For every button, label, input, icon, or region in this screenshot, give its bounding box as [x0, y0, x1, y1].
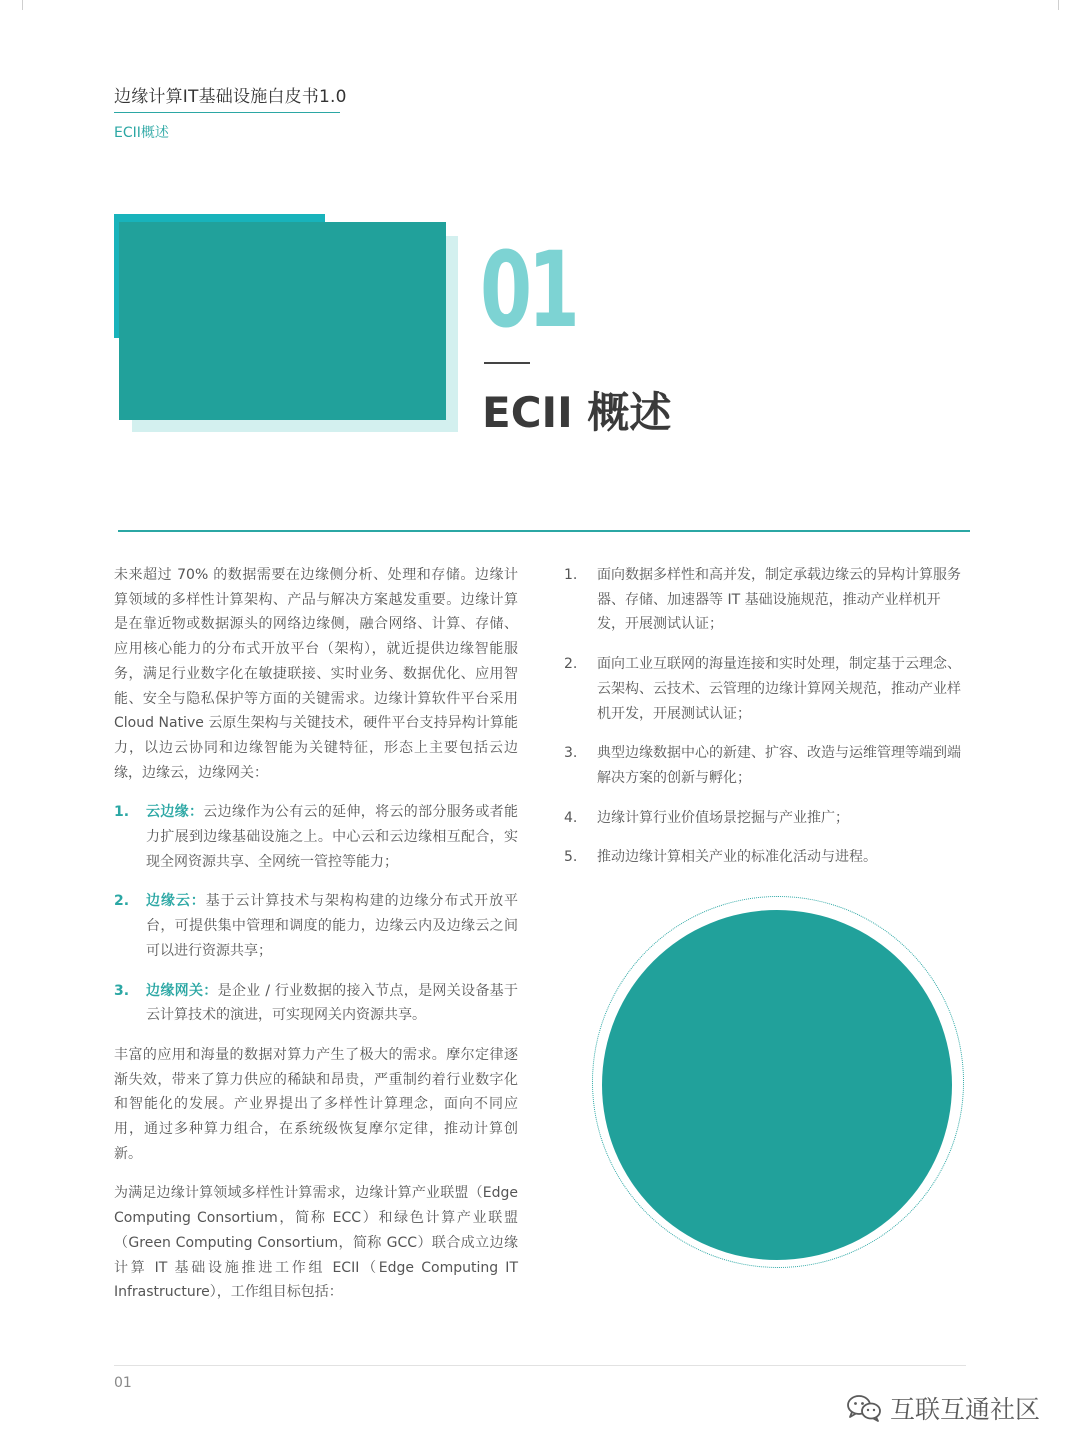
list-item [114, 889, 518, 963]
page-number: 01 [114, 1375, 132, 1391]
goal-number: 3. [564, 745, 578, 762]
chapter-dash [484, 362, 530, 364]
section-divider [118, 530, 970, 532]
goal-text: 面向工业互联网的海量连接和实时处理，制定基于云理念、云架构、云技术、云管理的边缘计算网关规范，推动产业样机开发，开展测试认证； [597, 656, 961, 722]
section-label: ECII概述 [114, 125, 169, 141]
wechat-icon [846, 1394, 882, 1422]
body-paragraph: 丰富的应用和海量的数据对算力产生了极大的需求。摩尔定律逐渐失效，带来了算力供应的稀缺和昂贵，严重制约着行业数字化和智能化的发展。产业界提出了多样性计算理念，面向不同应用，通过多种算力组合，在系统级恢复摩尔定律，推动计算创新。 [114, 1046, 518, 1162]
goal-text: 面向数据多样性和高并发，制定承载边缘云的异构计算服务器、存储、加速器等 IT 基础设施规范，推动产业样机开发，开展测试认证； [597, 567, 961, 633]
list-text: 基于云计算技术与架构构建的边缘分布式开放平台，可提供集中管理和调度的能力，边缘云内及边缘云之间可以进行资源共享； [146, 893, 519, 959]
left-column [114, 563, 518, 1320]
chapter-number: 01 [480, 229, 576, 351]
corner-mark-left [22, 0, 23, 10]
list-heading: 云边缘： [146, 804, 204, 821]
watermark [846, 1390, 1040, 1426]
watermark-text: 互联互通社区 [890, 1395, 1041, 1424]
corner-mark-right [1058, 0, 1059, 10]
body-paragraph: 为满足边缘计算领域多样性计算需求，边缘计算产业联盟（Edge Computing Consortium，简称 ECC）和绿色计算产业联盟（Green Computing Consortium，简称 GCC）联合成立边缘计算 IT 基础设施推进工作组 ECII（Edge Computing IT Infrastructure），工作组目标包括： [114, 1185, 518, 1301]
decor-block-teal [119, 222, 446, 420]
goal-number: 5. [564, 849, 578, 866]
goal-item [564, 563, 968, 637]
list-item [114, 979, 518, 1028]
list-number: 3. [114, 982, 130, 999]
goal-item [564, 741, 968, 790]
goal-number: 4. [564, 809, 578, 826]
right-column [564, 563, 968, 885]
list-text: 云边缘作为公有云的延伸，将云的部分服务或者能力扩展到边缘基础设施之上。中心云和云边缘相互配合，实现全网资源共享、全网统一管控等能力； [146, 804, 518, 870]
list-heading: 边缘网关： [146, 982, 218, 999]
footer-divider [114, 1365, 966, 1366]
chapter-title: ECII 概述 [482, 388, 672, 437]
list-item [114, 800, 518, 874]
goal-number: 2. [564, 656, 578, 673]
list-heading: 边缘云： [146, 893, 206, 910]
header-divider [114, 112, 340, 113]
goal-text: 推动边缘计算相关产业的标准化活动与进程。 [597, 849, 877, 866]
goal-item [564, 806, 968, 831]
goal-text: 边缘计算行业价值场景挖掘与产业推广； [597, 809, 849, 826]
goal-item [564, 845, 968, 870]
list-number: 2. [114, 893, 130, 910]
list-text: 是企业 / 行业数据的接入节点，是网关设备基于云计算技术的演进，可实现网关内资源共享。 [146, 982, 519, 1024]
goal-number: 1. [564, 567, 578, 583]
document-title: 边缘计算IT基础设施白皮书1.0 [114, 87, 347, 107]
list-number: 1. [114, 804, 130, 821]
intro-paragraph: 未来超过 70% 的数据需要在边缘侧分析、处理和存储。边缘计算领域的多样性计算架构、产品与解决方案越发重要。边缘计算是在靠近物或数据源头的网络边缘侧，融合网络、计算、存储、应用核心能力的分布式开放平台（架构），就近提供边缘智能服务，满足行业数字化在敏捷联接、实时业务、数据优化、应用智能、安全与隐私保护等方面的关键需求。边缘计算软件平台采用 Cloud Native 云原生架构与关键技术，硬件平台支持异构计算能力，以边云协同和边缘智能为关键特征，形态上主要包括云边缘，边缘云，边缘网关： [114, 567, 518, 781]
goal-item [564, 652, 968, 726]
goal-text: 典型边缘数据中心的新建、扩容、改造与运维管理等端到端解决方案的创新与孵化； [597, 745, 961, 786]
decor-circle [602, 910, 952, 1260]
